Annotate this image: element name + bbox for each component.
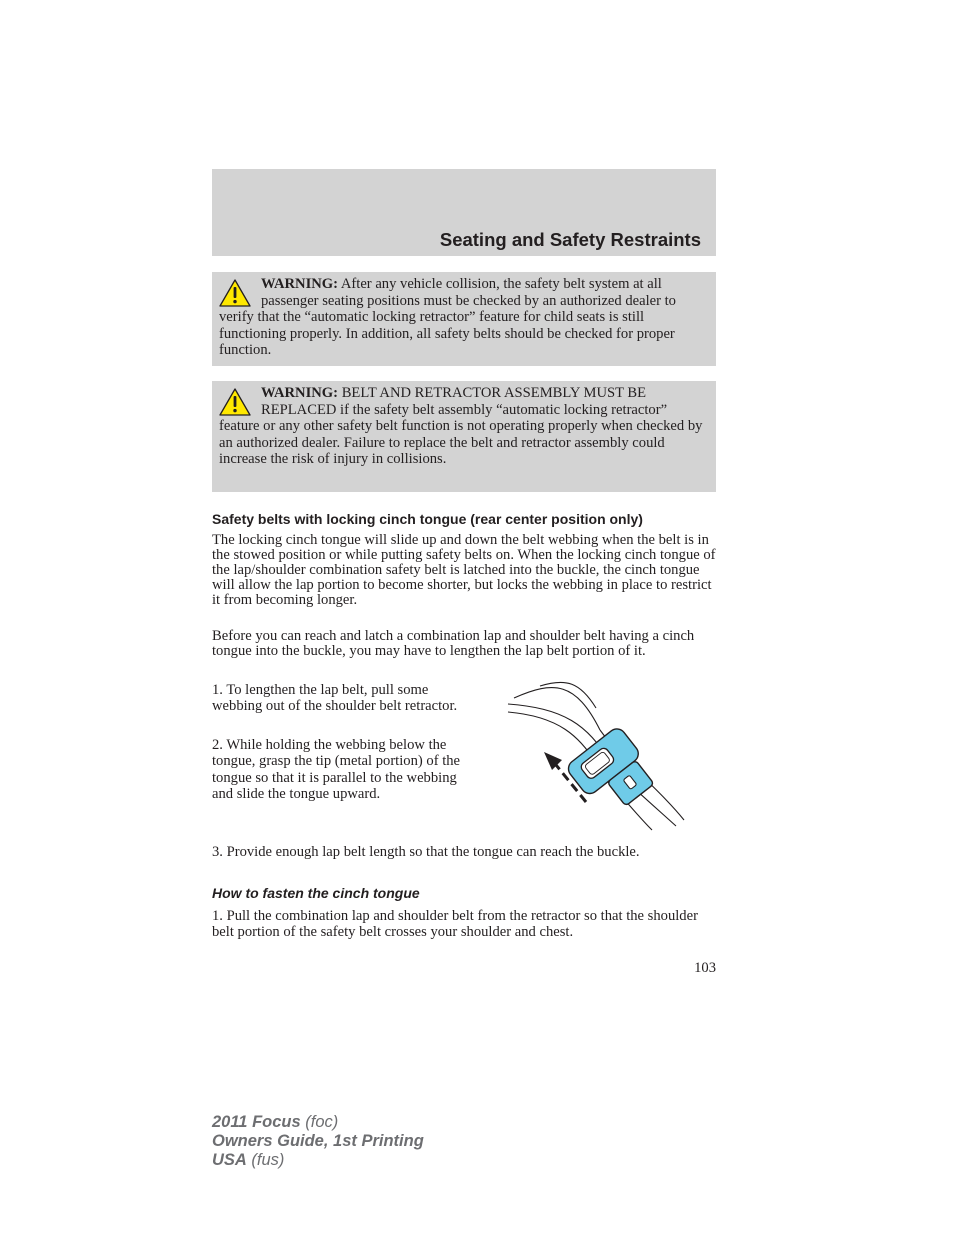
cinch-tongue-illustration xyxy=(500,680,690,832)
lengthen-intro-paragraph: Before you can reach and latch a combination lap and shoulder belt having a cinch tongue into the buckle, you may have to lengthen the lap belt portion of it. xyxy=(212,628,695,659)
step-1-lengthen: 1. To lengthen the lap belt, pull some webbing out of the shoulder belt retractor. xyxy=(212,682,458,715)
cinch-tongue-description: The locking cinch tongue will slide up and down the belt webbing when the belt is in the stowed position or while putting safety belts on. When the locking cinch tongue of the lap/shoulder combination safety belt is latched into the buckle, the cinch tongue will allow the lap portion to become shorter, but locks the webbing in place to restrict it from becoming longer. xyxy=(212,532,716,608)
warning-triangle-icon xyxy=(219,278,251,308)
warning-triangle-icon xyxy=(219,387,251,417)
page-number: 103 xyxy=(694,960,716,976)
cinch-tongue-heading: Safety belts with locking cinch tongue (rear center position only) xyxy=(212,511,643,527)
footer-guide: Owners Guide, 1st Printing xyxy=(212,1132,424,1150)
warning-label: WARNING: xyxy=(261,385,339,401)
step-2-slide-tongue: 2. While holding the webbing below the tongue, grasp the tip (metal portion) of the tongue so that it is parallel to the webbing and slide the tongue upward. xyxy=(212,737,461,802)
footer-line-model xyxy=(212,1113,424,1132)
footer-market-code: (fus) xyxy=(246,1151,285,1169)
warning-text: BELT AND RETRACTOR ASSEMBLY MUST BE REPLACED if the safety belt assembly “automatic locking retractor” feature or any other safety belt function is not operating properly when checked by an authorized dealer. Failure to replace the belt and retractor assembly could increase the risk of injury in collisions. xyxy=(219,385,703,467)
footer-line-market xyxy=(212,1151,424,1170)
footer-market: USA xyxy=(212,1151,247,1169)
section-title: Seating and Safety Restraints xyxy=(439,229,701,250)
footer-model: 2011 Focus xyxy=(212,1113,301,1131)
document-footer xyxy=(212,1113,424,1170)
warning-box-replace-assembly xyxy=(212,381,716,492)
warning-box-collision xyxy=(212,272,716,366)
warning-text: After any vehicle collision, the safety belt system at all passenger seating positions must be checked by an authorized dealer to verify that the “automatic locking retractor” feature for child seats is still functioning properly. In addition, all safety belts should be checked for proper function. xyxy=(219,276,676,358)
warning-label: WARNING: xyxy=(261,276,339,292)
footer-model-code: (foc) xyxy=(300,1113,339,1131)
section-header-band xyxy=(212,169,716,256)
fasten-step-1: 1. Pull the combination lap and shoulder belt from the retractor so that the shoulder belt portion of the safety belt crosses your shoulder and chest. xyxy=(212,908,698,941)
fasten-cinch-tongue-heading: How to fasten the cinch tongue xyxy=(212,885,420,901)
footer-line-guide xyxy=(212,1132,424,1151)
step-3-provide-length: 3. Provide enough lap belt length so that the tongue can reach the buckle. xyxy=(212,844,640,860)
